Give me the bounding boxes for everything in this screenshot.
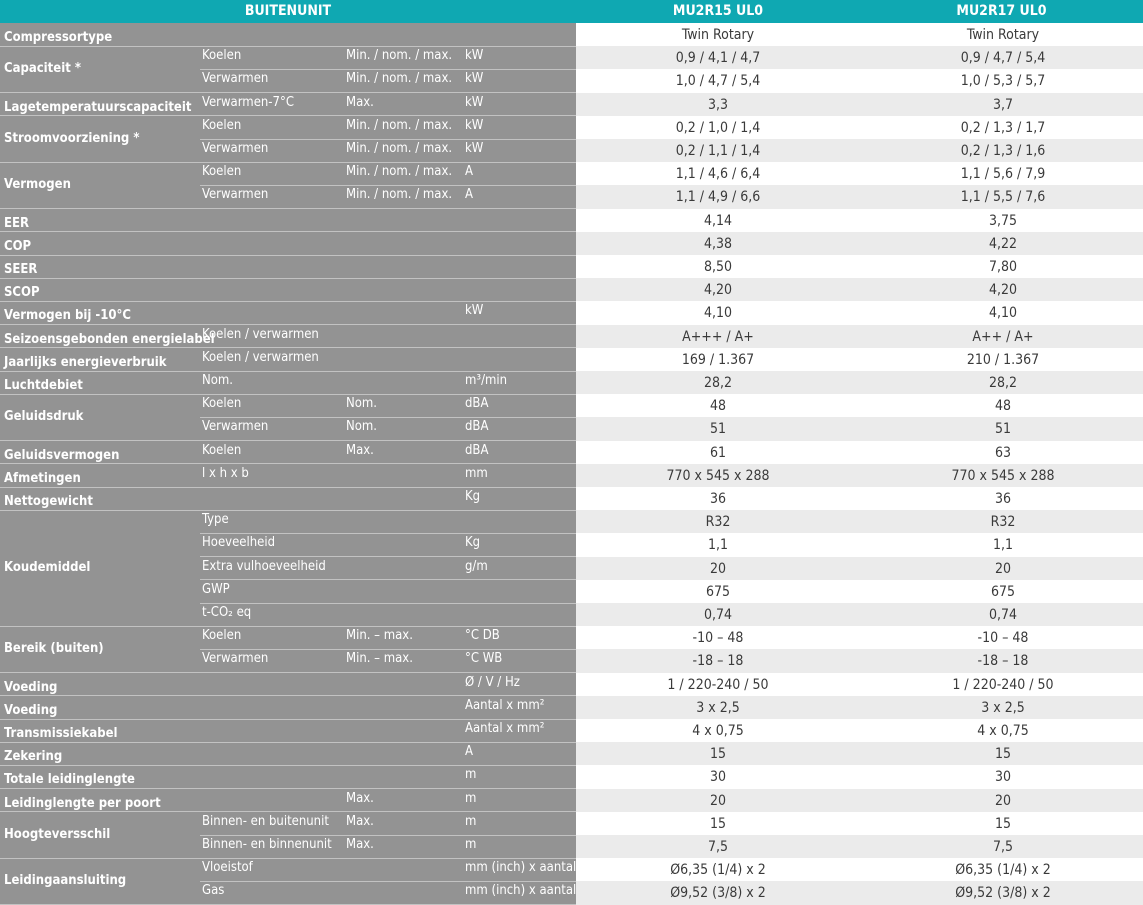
value-model-1: 0,2 / 1,1 / 1,4 (675, 143, 761, 159)
section-divider (0, 858, 200, 859)
condition-label: Min. / nom. / max. (346, 164, 453, 180)
value-model-2: 20 (994, 792, 1012, 809)
value-model-1: A+++ / A+ (682, 328, 754, 345)
condition-label: Min. / nom. / max. (346, 117, 453, 133)
value-model-1: Ø9,52 (3/8) x 2 (670, 885, 766, 902)
value-model-1: 675 (705, 583, 731, 600)
section-divider (0, 92, 200, 93)
unit-label: m (465, 837, 477, 852)
value-model-2: 675 (990, 583, 1016, 600)
sub-label: Verwarmen-7°C (202, 94, 294, 110)
condition-label: Nom. (346, 419, 378, 435)
value-model-2: 3,7 (992, 96, 1014, 113)
value-model-1: 1,1 (707, 537, 729, 554)
section-divider (0, 231, 200, 232)
value-model-2: R32 (990, 514, 1016, 531)
section-divider (0, 301, 200, 302)
unit-label: A (465, 187, 473, 203)
sub-label: Koelen (202, 628, 242, 644)
value-model-1: 4,20 (703, 282, 733, 299)
value-model-2: -18 – 18 (977, 653, 1029, 670)
condition-label: Min. / nom. / max. (346, 48, 453, 64)
row-divider (200, 69, 576, 70)
value-model-1: -10 – 48 (692, 630, 744, 647)
unit-label: m (465, 813, 477, 829)
section-label: SEER (4, 262, 38, 277)
sub-label: t-CO₂ eq (202, 605, 252, 620)
sub-label: l x h x b (202, 465, 249, 481)
unit-label: m (465, 790, 477, 806)
row-divider (200, 672, 576, 673)
unit-label: dBA (465, 396, 489, 412)
row-divider (200, 811, 576, 812)
sub-label: Koelen (202, 164, 242, 180)
value-model-1: 20 (709, 792, 727, 809)
value-model-2: 4,22 (988, 235, 1018, 252)
condition-label: Min. / nom. / max. (346, 187, 453, 203)
row-divider (200, 347, 576, 348)
section-label: EER (4, 215, 29, 231)
unit-label: kW (465, 141, 484, 156)
section-divider (0, 695, 200, 696)
sub-label: Vloeistof (202, 860, 253, 876)
sub-label: Koelen / verwarmen (202, 326, 319, 342)
row-divider (200, 115, 576, 116)
section-label: Leidinglengte per poort (4, 795, 161, 811)
row-divider (200, 835, 576, 836)
header-model-1: MU2R15 UL0 (576, 0, 860, 23)
section-divider (0, 811, 200, 812)
row-divider (200, 858, 576, 859)
section-divider (0, 672, 200, 673)
value-model-1: 61 (709, 444, 727, 461)
sub-label: Verwarmen (202, 651, 269, 667)
section-label: Geluidsdruk (4, 409, 84, 425)
row-divider (200, 371, 576, 372)
condition-label: Max. (346, 94, 374, 110)
section-label: Vermogen bij -10°C (4, 308, 131, 324)
value-model-2: 51 (994, 421, 1012, 438)
condition-label: Max. (346, 790, 374, 806)
sub-label: Nom. (202, 373, 234, 388)
section-label: Capaciteit * (4, 61, 81, 77)
sub-label: Verwarmen (202, 71, 269, 87)
value-model-1: 30 (709, 769, 727, 786)
value-model-1: 0,9 / 4,1 / 4,7 (675, 50, 761, 67)
value-model-1: Twin Rotary (681, 27, 755, 43)
value-model-2: 63 (994, 444, 1012, 461)
row-divider (200, 46, 576, 47)
row-divider (200, 487, 576, 488)
condition-label: Min. / nom. / max. (346, 71, 453, 87)
section-label: Jaarlijks energieverbruik (4, 354, 167, 370)
row-divider (200, 742, 576, 743)
unit-label: Aantal x mm² (465, 721, 545, 736)
section-divider (0, 463, 200, 464)
unit-label: dBA (465, 442, 489, 458)
value-model-1: Ø6,35 (1/4) x 2 (670, 862, 766, 879)
section-divider (0, 719, 200, 720)
section-divider (0, 371, 200, 372)
row-divider (200, 881, 576, 882)
value-model-2: 0,9 / 4,7 / 5,4 (960, 50, 1046, 67)
value-model-1: 0,2 / 1,0 / 1,4 (675, 119, 761, 136)
unit-label: m (465, 767, 477, 783)
section-divider (0, 742, 200, 743)
section-divider (0, 487, 200, 488)
row-divider (200, 185, 576, 186)
sub-label: Type (202, 512, 229, 528)
row-divider (200, 255, 576, 256)
section-label: COP (4, 238, 32, 254)
value-model-1: 0,74 (703, 607, 733, 623)
value-model-2: 4,10 (988, 305, 1018, 322)
section-label: Bereik (buiten) (4, 641, 104, 657)
value-model-2: 1 / 220-240 / 50 (952, 676, 1054, 693)
condition-label: Max. (346, 442, 374, 458)
sub-label: Binnen- en binnenunit (202, 837, 332, 852)
value-model-1: 1,1 / 4,6 / 6,4 (675, 166, 761, 183)
unit-label: kW (465, 117, 484, 133)
condition-label: Nom. (346, 396, 378, 412)
unit-label: kW (465, 48, 484, 64)
section-label: Leidingaansluiting (4, 873, 127, 889)
section-label: SCOP (4, 285, 40, 301)
section-label: Voeding (4, 679, 58, 695)
section-divider (0, 208, 200, 209)
value-model-1: 20 (709, 560, 727, 577)
value-model-2: A++ / A+ (972, 328, 1034, 345)
value-model-2: 0,2 / 1,3 / 1,7 (960, 119, 1046, 136)
sub-label: Koelen (202, 396, 242, 412)
section-divider (0, 510, 200, 511)
row-divider (200, 301, 576, 302)
value-model-2: 1,1 / 5,5 / 7,6 (960, 189, 1046, 206)
row-divider (200, 603, 576, 604)
unit-label: kW (465, 303, 484, 319)
row-divider (200, 440, 576, 441)
section-label: Compressortype (4, 30, 113, 45)
value-model-1: 4 x 0,75 (692, 723, 744, 739)
value-model-1: 3 x 2,5 (696, 699, 740, 716)
value-model-1: 169 / 1.367 (681, 351, 755, 368)
value-model-1: 36 (709, 491, 727, 507)
section-divider (0, 278, 200, 279)
value-model-1: 4,14 (703, 212, 733, 229)
unit-label: dBA (465, 419, 489, 435)
row-divider (200, 231, 576, 232)
value-model-2: 770 x 545 x 288 (951, 467, 1055, 484)
row-divider (200, 788, 576, 789)
row-divider (200, 394, 576, 395)
section-label: Vermogen (4, 177, 71, 193)
sub-label: Koelen (202, 117, 242, 133)
header-label: BUITENUNIT (0, 0, 576, 23)
sub-label: Extra vulhoeveelheid (202, 558, 326, 574)
condition-label: Min. – max. (346, 628, 413, 644)
row-divider (200, 92, 576, 93)
section-divider (0, 115, 200, 116)
row-divider (200, 579, 576, 580)
unit-label: A (465, 744, 473, 760)
unit-label: m³/min (465, 373, 508, 388)
value-model-2: 28,2 (988, 375, 1018, 391)
value-model-2: 4,20 (988, 282, 1018, 299)
value-model-2: 15 (994, 815, 1012, 832)
value-model-2: 0,2 / 1,3 / 1,6 (960, 143, 1046, 159)
sub-label: Verwarmen (202, 141, 269, 156)
section-label: Stroomvoorziening * (4, 131, 140, 146)
row-divider (200, 324, 576, 325)
value-model-2: 210 / 1.367 (966, 351, 1040, 368)
value-model-2: 15 (994, 746, 1012, 763)
unit-label: mm (465, 465, 488, 481)
row-divider (200, 649, 576, 650)
value-model-1: 4,38 (703, 235, 733, 252)
section-label: Hoogteversschil (4, 827, 111, 842)
value-model-1: 4,10 (703, 305, 733, 322)
value-model-2: 1,1 / 5,6 / 7,9 (960, 166, 1046, 183)
unit-label: Kg (465, 489, 481, 504)
unit-label: Ø / V / Hz (465, 674, 520, 690)
row-divider (200, 695, 576, 696)
row-divider (200, 556, 576, 557)
section-divider (0, 46, 200, 47)
value-model-1: 770 x 545 x 288 (666, 467, 770, 484)
row-divider (200, 139, 576, 140)
value-model-2: -10 – 48 (977, 630, 1029, 647)
section-label: Totale leidinglengte (4, 772, 135, 788)
sub-label: Binnen- en buitenunit (202, 813, 329, 829)
value-model-2: 1,1 (992, 537, 1014, 554)
value-model-2: 48 (994, 398, 1012, 415)
value-model-2: 1,0 / 5,3 / 5,7 (960, 73, 1046, 90)
condition-label: Max. (346, 813, 374, 829)
section-label: Voeding (4, 702, 58, 718)
section-label: Lagetemperatuurscapaciteit (4, 99, 192, 115)
value-model-1: 8,50 (703, 259, 733, 275)
value-model-1: 1 / 220-240 / 50 (667, 676, 769, 693)
row-divider (200, 463, 576, 464)
value-model-2: Twin Rotary (966, 27, 1040, 43)
value-model-2: 36 (994, 491, 1012, 507)
value-model-2: 7,80 (988, 259, 1018, 275)
sub-label: Hoeveelheid (202, 535, 276, 551)
sub-label: Koelen / verwarmen (202, 349, 319, 365)
section-divider (0, 626, 200, 627)
section-label: Afmetingen (4, 470, 81, 486)
value-model-2: Ø9,52 (3/8) x 2 (955, 885, 1051, 902)
row-divider (200, 626, 576, 627)
section-label: Zekering (4, 749, 63, 765)
unit-label: A (465, 164, 473, 180)
value-model-2: 20 (994, 560, 1012, 577)
row-divider (200, 510, 576, 511)
value-model-1: 1,0 / 4,7 / 5,4 (675, 73, 761, 90)
value-model-2: 4 x 0,75 (977, 723, 1029, 739)
unit-label: g/m (465, 558, 488, 574)
value-model-1: 15 (709, 746, 727, 763)
section-label: Nettogewicht (4, 494, 93, 509)
value-model-1: 51 (709, 421, 727, 438)
value-model-1: -18 – 18 (692, 653, 744, 670)
value-model-1: R32 (705, 514, 731, 531)
section-label: Luchtdebiet (4, 378, 83, 393)
value-model-1: 28,2 (703, 375, 733, 391)
condition-label: Min. – max. (346, 651, 413, 667)
value-model-2: 0,74 (988, 607, 1018, 623)
section-divider (0, 394, 200, 395)
row-divider (200, 278, 576, 279)
row-divider (200, 208, 576, 209)
section-label: Geluidsvermogen (4, 447, 120, 463)
unit-label: Kg (465, 535, 481, 551)
unit-label: kW (465, 71, 484, 87)
value-model-1: 15 (709, 815, 727, 832)
section-divider (0, 324, 200, 325)
section-divider (0, 162, 200, 163)
value-model-1: 1,1 / 4,9 / 6,6 (675, 189, 761, 206)
value-model-2: 7,5 (992, 839, 1014, 855)
sub-label: GWP (202, 581, 230, 597)
row-divider (200, 765, 576, 766)
unit-label: kW (465, 94, 484, 110)
value-model-1: 7,5 (707, 839, 729, 855)
sub-label: Gas (202, 883, 225, 899)
value-model-2: 3,75 (988, 212, 1018, 229)
unit-label: °C DB (465, 628, 500, 644)
section-label: Koudemiddel (4, 560, 91, 576)
row-divider (200, 719, 576, 720)
unit-label: mm (inch) x aantal (465, 883, 577, 899)
section-divider (0, 347, 200, 348)
sub-label: Koelen (202, 48, 242, 64)
unit-label: °C WB (465, 651, 503, 667)
section-divider (0, 765, 200, 766)
sub-label: Verwarmen (202, 419, 269, 435)
value-model-1: 3,3 (707, 96, 729, 113)
section-divider (0, 440, 200, 441)
sub-label: Verwarmen (202, 187, 269, 203)
value-model-2: 30 (994, 769, 1012, 786)
value-model-2: Ø6,35 (1/4) x 2 (955, 862, 1051, 879)
row-divider (200, 162, 576, 163)
section-label: Seizoensgebonden energielabel (4, 331, 215, 347)
section-divider (0, 788, 200, 789)
row-divider (200, 417, 576, 418)
sub-label: Koelen (202, 442, 242, 458)
unit-label: Aantal x mm² (465, 697, 545, 713)
condition-label: Max. (346, 837, 374, 852)
section-label: Transmissiekabel (4, 726, 118, 741)
unit-label: mm (inch) x aantal (465, 860, 577, 876)
row-divider (200, 533, 576, 534)
condition-label: Min. / nom. / max. (346, 141, 453, 156)
value-model-1: 48 (709, 398, 727, 415)
header-model-2: MU2R17 UL0 (860, 0, 1143, 23)
value-model-2: 3 x 2,5 (981, 699, 1025, 716)
section-divider (0, 255, 200, 256)
